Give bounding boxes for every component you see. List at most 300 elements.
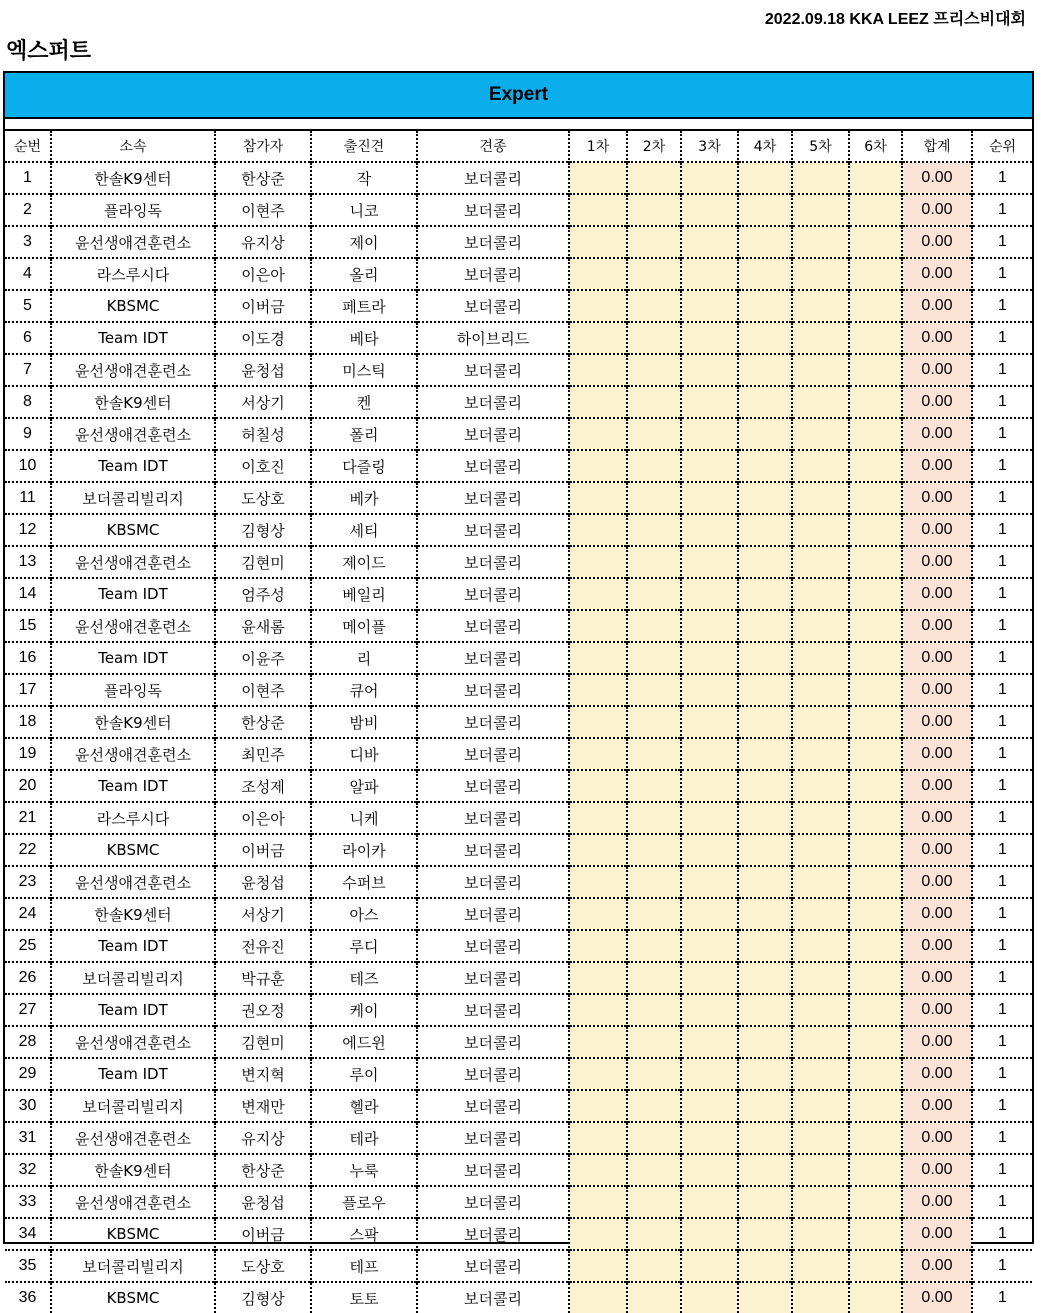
cell-round-5[interactable]	[792, 930, 849, 962]
cell-round-6[interactable]	[849, 450, 902, 482]
cell-round-3[interactable]	[681, 258, 738, 290]
cell-round-1[interactable]	[569, 290, 627, 322]
cell-round-2[interactable]	[627, 162, 681, 194]
cell-dog: 수퍼브	[311, 866, 417, 898]
cell-breed: 보더콜리	[417, 834, 569, 866]
cell-round-5[interactable]	[792, 1218, 849, 1250]
cell-round-3[interactable]	[681, 1122, 738, 1154]
cell-round-4[interactable]	[738, 578, 792, 610]
cell-round-4[interactable]	[738, 802, 792, 834]
cell-round-3[interactable]	[681, 482, 738, 514]
cell-round-3[interactable]	[681, 994, 738, 1026]
cell-round-5[interactable]	[792, 1026, 849, 1058]
cell-round-5[interactable]	[792, 642, 849, 674]
cell-round-3[interactable]	[681, 578, 738, 610]
cell-round-3[interactable]	[681, 1250, 738, 1282]
cell-round-3[interactable]	[681, 386, 738, 418]
cell-round-3[interactable]	[681, 1186, 738, 1218]
cell-round-1[interactable]	[569, 1154, 627, 1186]
table-row	[5, 482, 1032, 514]
cell-round-2[interactable]	[627, 1122, 681, 1154]
cell-round-6[interactable]	[849, 866, 902, 898]
col-header-round-6: 6차	[849, 131, 902, 162]
cell-round-1[interactable]	[569, 1058, 627, 1090]
table-row	[5, 1122, 1032, 1154]
cell-round-6[interactable]	[849, 258, 902, 290]
cell-round-3[interactable]	[681, 226, 738, 258]
col-header-handler: 참가자	[215, 131, 311, 162]
cell-round-5[interactable]	[792, 418, 849, 450]
cell-no: 31	[5, 1122, 51, 1154]
cell-round-1[interactable]	[569, 706, 627, 738]
cell-round-2[interactable]	[627, 578, 681, 610]
cell-round-1[interactable]	[569, 834, 627, 866]
cell-handler: 김현미	[215, 1026, 311, 1058]
cell-round-3[interactable]	[681, 1090, 738, 1122]
cell-round-6[interactable]	[849, 194, 902, 226]
cell-round-2[interactable]	[627, 674, 681, 706]
cell-round-6[interactable]	[849, 738, 902, 770]
cell-round-5[interactable]	[792, 514, 849, 546]
cell-team: Team IDT	[51, 930, 215, 962]
cell-round-2[interactable]	[627, 290, 681, 322]
cell-team: 라스루시다	[51, 802, 215, 834]
cell-round-2[interactable]	[627, 610, 681, 642]
cell-round-1[interactable]	[569, 1122, 627, 1154]
cell-handler: 이은아	[215, 258, 311, 290]
cell-round-2[interactable]	[627, 738, 681, 770]
cell-no: 28	[5, 1026, 51, 1058]
cell-round-1[interactable]	[569, 194, 627, 226]
cell-round-1[interactable]	[569, 450, 627, 482]
cell-breed: 보더콜리	[417, 738, 569, 770]
cell-handler: 이호진	[215, 450, 311, 482]
cell-round-4[interactable]	[738, 866, 792, 898]
header-row	[5, 131, 1032, 162]
table-row	[5, 450, 1032, 482]
cell-total: 0.00	[902, 546, 972, 578]
cell-round-3[interactable]	[681, 1154, 738, 1186]
cell-round-4[interactable]	[738, 546, 792, 578]
table-row	[5, 194, 1032, 226]
col-header-round-1: 1차	[569, 131, 627, 162]
cell-round-4[interactable]	[738, 1282, 792, 1313]
cell-round-5[interactable]	[792, 802, 849, 834]
cell-round-1[interactable]	[569, 802, 627, 834]
cell-round-1[interactable]	[569, 514, 627, 546]
cell-round-6[interactable]	[849, 1090, 902, 1122]
cell-round-1[interactable]	[569, 546, 627, 578]
cell-round-6[interactable]	[849, 706, 902, 738]
cell-round-2[interactable]	[627, 258, 681, 290]
cell-rank: 1	[972, 962, 1032, 994]
cell-team: Team IDT	[51, 994, 215, 1026]
cell-rank: 1	[972, 866, 1032, 898]
cell-round-2[interactable]	[627, 770, 681, 802]
cell-round-1[interactable]	[569, 1218, 627, 1250]
cell-round-2[interactable]	[627, 898, 681, 930]
cell-breed: 보더콜리	[417, 450, 569, 482]
cell-breed: 보더콜리	[417, 866, 569, 898]
cell-round-3[interactable]	[681, 322, 738, 354]
cell-rank: 1	[972, 1090, 1032, 1122]
cell-round-2[interactable]	[627, 1282, 681, 1313]
table-row	[5, 1090, 1032, 1122]
cell-round-4[interactable]	[738, 1122, 792, 1154]
cell-breed: 보더콜리	[417, 418, 569, 450]
table-row	[5, 610, 1032, 642]
cell-round-1[interactable]	[569, 1282, 627, 1313]
cell-round-5[interactable]	[792, 1250, 849, 1282]
cell-round-6[interactable]	[849, 770, 902, 802]
cell-round-6[interactable]	[849, 226, 902, 258]
cell-round-5[interactable]	[792, 834, 849, 866]
cell-round-4[interactable]	[738, 226, 792, 258]
cell-round-3[interactable]	[681, 802, 738, 834]
cell-handler: 서상기	[215, 898, 311, 930]
cell-handler: 이현주	[215, 194, 311, 226]
cell-round-5[interactable]	[792, 290, 849, 322]
cell-round-6[interactable]	[849, 674, 902, 706]
cell-breed: 보더콜리	[417, 162, 569, 194]
cell-round-4[interactable]	[738, 1186, 792, 1218]
cell-round-4[interactable]	[738, 514, 792, 546]
cell-round-4[interactable]	[738, 1250, 792, 1282]
cell-total: 0.00	[902, 1186, 972, 1218]
cell-round-6[interactable]	[849, 1250, 902, 1282]
cell-round-6[interactable]	[849, 930, 902, 962]
cell-round-6[interactable]	[849, 514, 902, 546]
table-row	[5, 1218, 1032, 1250]
cell-round-3[interactable]	[681, 546, 738, 578]
cell-round-1[interactable]	[569, 482, 627, 514]
cell-round-2[interactable]	[627, 322, 681, 354]
cell-round-2[interactable]	[627, 1154, 681, 1186]
cell-round-4[interactable]	[738, 930, 792, 962]
table-row	[5, 802, 1032, 834]
cell-no: 12	[5, 514, 51, 546]
cell-round-1[interactable]	[569, 162, 627, 194]
cell-round-5[interactable]	[792, 1122, 849, 1154]
cell-round-1[interactable]	[569, 770, 627, 802]
cell-round-3[interactable]	[681, 642, 738, 674]
cell-round-2[interactable]	[627, 1218, 681, 1250]
cell-handler: 변지혁	[215, 1058, 311, 1090]
cell-round-1[interactable]	[569, 322, 627, 354]
cell-round-5[interactable]	[792, 770, 849, 802]
cell-no: 14	[5, 578, 51, 610]
cell-breed: 하이브리드	[417, 322, 569, 354]
cell-round-5[interactable]	[792, 354, 849, 386]
cell-round-5[interactable]	[792, 674, 849, 706]
cell-no: 32	[5, 1154, 51, 1186]
cell-round-1[interactable]	[569, 1090, 627, 1122]
cell-round-6[interactable]	[849, 642, 902, 674]
cell-round-6[interactable]	[849, 834, 902, 866]
cell-round-1[interactable]	[569, 994, 627, 1026]
cell-round-5[interactable]	[792, 1186, 849, 1218]
cell-round-5[interactable]	[792, 706, 849, 738]
cell-round-5[interactable]	[792, 450, 849, 482]
cell-round-5[interactable]	[792, 898, 849, 930]
cell-round-6[interactable]	[849, 994, 902, 1026]
cell-round-6[interactable]	[849, 1154, 902, 1186]
cell-round-2[interactable]	[627, 226, 681, 258]
cell-round-6[interactable]	[849, 1058, 902, 1090]
cell-round-1[interactable]	[569, 674, 627, 706]
cell-round-1[interactable]	[569, 418, 627, 450]
cell-round-2[interactable]	[627, 642, 681, 674]
cell-round-3[interactable]	[681, 1218, 738, 1250]
cell-round-6[interactable]	[849, 482, 902, 514]
cell-handler: 윤청섭	[215, 1186, 311, 1218]
cell-round-3[interactable]	[681, 1058, 738, 1090]
cell-no: 11	[5, 482, 51, 514]
cell-round-4[interactable]	[738, 290, 792, 322]
cell-round-4[interactable]	[738, 418, 792, 450]
cell-round-3[interactable]	[681, 610, 738, 642]
cell-dog: 밤비	[311, 706, 417, 738]
cell-round-5[interactable]	[792, 1090, 849, 1122]
cell-rank: 1	[972, 226, 1032, 258]
cell-round-2[interactable]	[627, 514, 681, 546]
cell-round-1[interactable]	[569, 386, 627, 418]
cell-round-6[interactable]	[849, 1186, 902, 1218]
cell-round-5[interactable]	[792, 738, 849, 770]
cell-round-2[interactable]	[627, 1186, 681, 1218]
cell-dog: 제이	[311, 226, 417, 258]
cell-round-3[interactable]	[681, 1282, 738, 1313]
cell-round-6[interactable]	[849, 1122, 902, 1154]
cell-round-4[interactable]	[738, 610, 792, 642]
cell-total: 0.00	[902, 290, 972, 322]
cell-round-3[interactable]	[681, 738, 738, 770]
cell-handler: 이도경	[215, 322, 311, 354]
cell-round-6[interactable]	[849, 290, 902, 322]
cell-round-3[interactable]	[681, 418, 738, 450]
cell-round-4[interactable]	[738, 834, 792, 866]
cell-round-5[interactable]	[792, 610, 849, 642]
cell-handler: 이현주	[215, 674, 311, 706]
cell-team: KBSMC	[51, 514, 215, 546]
cell-round-5[interactable]	[792, 1282, 849, 1313]
cell-round-5[interactable]	[792, 482, 849, 514]
cell-round-2[interactable]	[627, 706, 681, 738]
cell-team: 윤선생애견훈련소	[51, 610, 215, 642]
cell-round-4[interactable]	[738, 1218, 792, 1250]
cell-round-2[interactable]	[627, 994, 681, 1026]
cell-round-6[interactable]	[849, 1282, 902, 1313]
cell-team: 윤선생애견훈련소	[51, 866, 215, 898]
cell-round-1[interactable]	[569, 1026, 627, 1058]
cell-round-6[interactable]	[849, 386, 902, 418]
cell-round-4[interactable]	[738, 994, 792, 1026]
cell-round-4[interactable]	[738, 1154, 792, 1186]
cell-round-1[interactable]	[569, 962, 627, 994]
cell-round-3[interactable]	[681, 770, 738, 802]
cell-round-2[interactable]	[627, 1058, 681, 1090]
cell-round-2[interactable]	[627, 354, 681, 386]
cell-round-3[interactable]	[681, 1026, 738, 1058]
cell-round-3[interactable]	[681, 930, 738, 962]
table-row	[5, 866, 1032, 898]
cell-round-5[interactable]	[792, 322, 849, 354]
cell-round-5[interactable]	[792, 962, 849, 994]
cell-round-2[interactable]	[627, 1026, 681, 1058]
cell-round-4[interactable]	[738, 962, 792, 994]
cell-round-4[interactable]	[738, 450, 792, 482]
cell-round-3[interactable]	[681, 514, 738, 546]
cell-round-4[interactable]	[738, 162, 792, 194]
cell-round-6[interactable]	[849, 802, 902, 834]
cell-round-4[interactable]	[738, 386, 792, 418]
cell-round-1[interactable]	[569, 610, 627, 642]
cell-round-6[interactable]	[849, 354, 902, 386]
cell-total: 0.00	[902, 514, 972, 546]
cell-round-1[interactable]	[569, 1250, 627, 1282]
cell-round-1[interactable]	[569, 258, 627, 290]
cell-round-5[interactable]	[792, 226, 849, 258]
cell-no: 3	[5, 226, 51, 258]
cell-round-3[interactable]	[681, 866, 738, 898]
cell-round-4[interactable]	[738, 898, 792, 930]
table-row	[5, 322, 1032, 354]
cell-round-6[interactable]	[849, 578, 902, 610]
cell-round-4[interactable]	[738, 1090, 792, 1122]
cell-handler: 허칠성	[215, 418, 311, 450]
cell-breed: 보더콜리	[417, 1058, 569, 1090]
cell-round-6[interactable]	[849, 418, 902, 450]
table-row	[5, 706, 1032, 738]
cell-round-2[interactable]	[627, 802, 681, 834]
cell-round-3[interactable]	[681, 706, 738, 738]
cell-round-4[interactable]	[738, 770, 792, 802]
cell-total: 0.00	[902, 1058, 972, 1090]
cell-round-6[interactable]	[849, 898, 902, 930]
cell-no: 29	[5, 1058, 51, 1090]
cell-round-5[interactable]	[792, 258, 849, 290]
cell-round-5[interactable]	[792, 386, 849, 418]
cell-round-3[interactable]	[681, 162, 738, 194]
cell-round-3[interactable]	[681, 194, 738, 226]
cell-round-4[interactable]	[738, 482, 792, 514]
cell-round-3[interactable]	[681, 674, 738, 706]
cell-round-2[interactable]	[627, 386, 681, 418]
cell-handler: 엄주성	[215, 578, 311, 610]
cell-round-4[interactable]	[738, 706, 792, 738]
table-row	[5, 930, 1032, 962]
cell-breed: 보더콜리	[417, 1122, 569, 1154]
cell-round-3[interactable]	[681, 834, 738, 866]
cell-round-5[interactable]	[792, 866, 849, 898]
cell-no: 5	[5, 290, 51, 322]
cell-round-3[interactable]	[681, 898, 738, 930]
cell-total: 0.00	[902, 866, 972, 898]
table-row	[5, 1282, 1032, 1313]
cell-round-6[interactable]	[849, 610, 902, 642]
cell-round-2[interactable]	[627, 546, 681, 578]
cell-round-2[interactable]	[627, 962, 681, 994]
cell-team: 한솔K9센터	[51, 386, 215, 418]
cell-round-5[interactable]	[792, 1154, 849, 1186]
cell-round-1[interactable]	[569, 930, 627, 962]
cell-team: 한솔K9센터	[51, 162, 215, 194]
cell-round-4[interactable]	[738, 738, 792, 770]
cell-round-4[interactable]	[738, 674, 792, 706]
table-row	[5, 514, 1032, 546]
cell-round-3[interactable]	[681, 290, 738, 322]
cell-round-2[interactable]	[627, 866, 681, 898]
cell-round-5[interactable]	[792, 1058, 849, 1090]
cell-round-2[interactable]	[627, 194, 681, 226]
cell-round-1[interactable]	[569, 578, 627, 610]
cell-round-6[interactable]	[849, 162, 902, 194]
table-row	[5, 994, 1032, 1026]
cell-round-1[interactable]	[569, 1186, 627, 1218]
cell-handler: 윤청섭	[215, 866, 311, 898]
cell-round-4[interactable]	[738, 258, 792, 290]
cell-total: 0.00	[902, 674, 972, 706]
cell-round-5[interactable]	[792, 994, 849, 1026]
cell-round-5[interactable]	[792, 194, 849, 226]
cell-round-4[interactable]	[738, 1026, 792, 1058]
cell-round-5[interactable]	[792, 578, 849, 610]
cell-round-2[interactable]	[627, 834, 681, 866]
cell-round-1[interactable]	[569, 898, 627, 930]
cell-handler: 도상호	[215, 482, 311, 514]
cell-round-3[interactable]	[681, 354, 738, 386]
cell-round-2[interactable]	[627, 418, 681, 450]
cell-total: 0.00	[902, 1090, 972, 1122]
cell-team: Team IDT	[51, 578, 215, 610]
cell-round-3[interactable]	[681, 450, 738, 482]
cell-round-1[interactable]	[569, 642, 627, 674]
cell-breed: 보더콜리	[417, 1090, 569, 1122]
cell-round-6[interactable]	[849, 546, 902, 578]
cell-no: 16	[5, 642, 51, 674]
cell-round-6[interactable]	[849, 962, 902, 994]
cell-rank: 1	[972, 258, 1032, 290]
cell-round-1[interactable]	[569, 354, 627, 386]
cell-round-5[interactable]	[792, 546, 849, 578]
cell-round-4[interactable]	[738, 322, 792, 354]
cell-round-4[interactable]	[738, 1058, 792, 1090]
cell-round-1[interactable]	[569, 866, 627, 898]
cell-rank: 1	[972, 802, 1032, 834]
cell-round-2[interactable]	[627, 1250, 681, 1282]
cell-round-4[interactable]	[738, 354, 792, 386]
cell-round-1[interactable]	[569, 738, 627, 770]
cell-round-2[interactable]	[627, 1090, 681, 1122]
cell-round-4[interactable]	[738, 194, 792, 226]
cell-round-6[interactable]	[849, 322, 902, 354]
cell-round-4[interactable]	[738, 642, 792, 674]
cell-round-2[interactable]	[627, 450, 681, 482]
cell-round-2[interactable]	[627, 930, 681, 962]
cell-rank: 1	[972, 1186, 1032, 1218]
cell-round-6[interactable]	[849, 1026, 902, 1058]
cell-round-5[interactable]	[792, 162, 849, 194]
cell-breed: 보더콜리	[417, 226, 569, 258]
cell-rank: 1	[972, 482, 1032, 514]
cell-dog: 베일리	[311, 578, 417, 610]
cell-team: 보더콜리빌리지	[51, 962, 215, 994]
cell-round-1[interactable]	[569, 226, 627, 258]
cell-round-2[interactable]	[627, 482, 681, 514]
cell-round-6[interactable]	[849, 1218, 902, 1250]
cell-round-3[interactable]	[681, 962, 738, 994]
cell-breed: 보더콜리	[417, 1218, 569, 1250]
